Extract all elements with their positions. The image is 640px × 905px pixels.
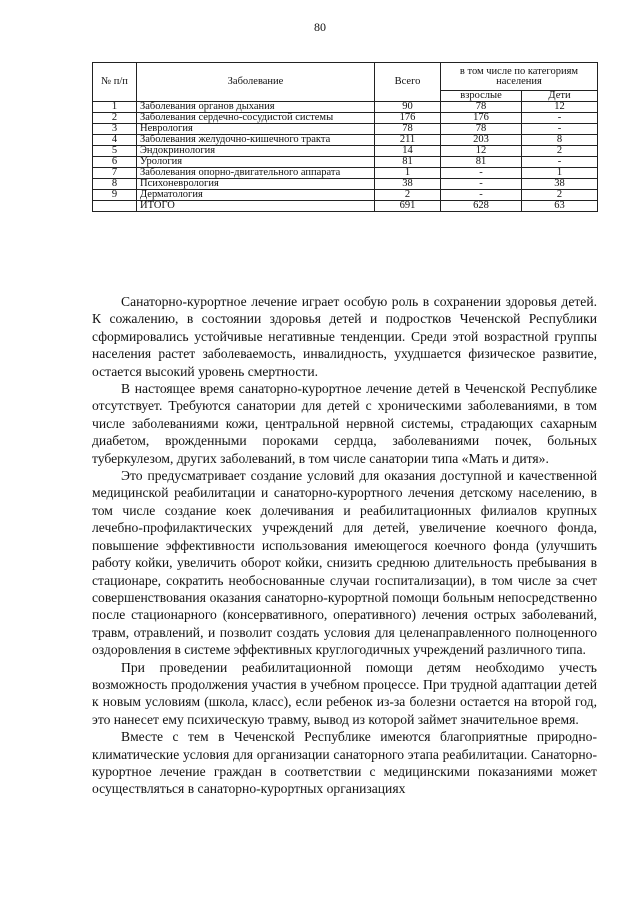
row-disease: Урология [137,157,375,168]
page-number: 80 [314,20,326,34]
row-index [93,201,137,212]
row-children: - [522,113,598,124]
row-children: 63 [522,201,598,212]
row-disease: Психоневрология [137,179,375,190]
row-index: 3 [93,124,137,135]
row-disease: Эндокринология [137,146,375,157]
row-index: 8 [93,179,137,190]
row-children: - [522,157,598,168]
table-row [93,168,598,179]
row-children: 8 [522,135,598,146]
table-row [93,113,598,124]
row-children: 38 [522,179,598,190]
row-total: 38 [375,179,441,190]
row-adults: 78 [441,124,522,135]
paragraph: При проведении реабилитационной помощи детям необходимо учесть возможность продолжения участия в учебном процессе. При трудной адаптации детей к новым условиям (школа, класс), если ребенок из-за болезни остается на второй год, это нанесет ему психическую травму, вывод из которой займет значительное время. [92,659,597,727]
header-index: № п/п [93,63,137,102]
paragraph: Санаторно-курортное лечение играет особую роль в сохранении здоровья детей. К сожалению, в состоянии здоровья детей и подростков Чеченской Республики сформировались устойчивые негативные тенденции. Среди этой возрастной группы населения растет заболеваемость, инвалидность, ухудшается физическое развитие, остается высокий уровень смертности. [92,294,597,379]
row-index: 4 [93,135,137,146]
body-text [92,293,597,798]
row-adults: - [441,168,522,179]
header-total: Всего [375,63,441,102]
row-disease: Заболевания желудочно-кишечного тракта [137,135,375,146]
row-adults: 12 [441,146,522,157]
row-disease: ИТОГО [137,201,375,212]
row-adults: 176 [441,113,522,124]
table-row [93,157,598,168]
header-adults: взрослые [441,91,522,102]
row-children: - [522,124,598,135]
row-total: 78 [375,124,441,135]
header-children: Дети [522,91,598,102]
disease-statistics-table [92,62,598,212]
row-total: 81 [375,157,441,168]
row-total: 691 [375,201,441,212]
row-adults: 203 [441,135,522,146]
row-adults: 81 [441,157,522,168]
table-row-total [93,201,598,212]
row-adults: 628 [441,201,522,212]
row-total: 211 [375,135,441,146]
row-index: 6 [93,157,137,168]
paragraph: Вместе с тем в Чеченской Республике имеются благоприятные природно-климатические условия для организации санаторного этапа реабилитации. Санаторно-курортное лечение граждан в соответствии с медицинскими показаниями может осуществляться в санаторно-курортных организациях [92,729,597,797]
row-adults: 78 [441,102,522,113]
row-total: 90 [375,102,441,113]
row-adults: - [441,179,522,190]
table-row [93,179,598,190]
row-index: 5 [93,146,137,157]
paragraph: В настоящее время санаторно-курортное лечение детей в Чеченской Республике отсутствует. Требуются санатории для детей с хроническими заболеваниями, в том числе заболеваниями кожи, центральной нервной системы, страдающих сахарным диабетом, врожденными пороками сердца, заболеваниями почек, больных туберкулезом, других заболеваний, в том числе санатории типа «Мать и дитя». [92,381,597,466]
row-children: 12 [522,102,598,113]
row-index: 2 [93,113,137,124]
table-row [93,135,598,146]
row-disease: Заболевания сердечно-сосудистой системы [137,113,375,124]
row-disease: Заболевания опорно-двигательного аппарата [137,168,375,179]
table-row [93,146,598,157]
paragraph: Это предусматривает создание условий для оказания доступной и качественной медицинской реабилитации и санаторно-курортного лечения детскому населению, в том числе создание коек долечивания и реабилитационных филиалов крупных лечебно-профилактических учреждений для детей, увеличение коечного фонда, повышение эффективности использования имеющегося коечного фонда (улучшить работу койки, увеличить оборот койки, снизить среднюю длительность пребывания в стационаре, сократить необоснованные случаи госпитализации), в том числе за счет совершенствования оказания санаторно-курортной помощи больным непосредственно после стационарного (консервативного, оперативного) лечения острых заболеваний, травм, отравлений, и позволит создать условия для целенаправленного полноценного оздоровления в системе эффективных круглогодичных учреждений различного типа. [92,468,597,658]
row-children: 2 [522,146,598,157]
row-disease: Дерматология [137,190,375,201]
row-adults: - [441,190,522,201]
table-row [93,190,598,201]
row-children: 2 [522,190,598,201]
row-total: 2 [375,190,441,201]
row-total: 14 [375,146,441,157]
row-index: 7 [93,168,137,179]
row-disease: Неврология [137,124,375,135]
row-children: 1 [522,168,598,179]
row-total: 1 [375,168,441,179]
header-disease: Заболевание [137,63,375,102]
table-row [93,102,598,113]
table-row [93,124,598,135]
row-disease: Заболевания органов дыхания [137,102,375,113]
row-index: 1 [93,102,137,113]
header-population-categories: в том числе по категориям населения [441,63,598,91]
row-index: 9 [93,190,137,201]
row-total: 176 [375,113,441,124]
